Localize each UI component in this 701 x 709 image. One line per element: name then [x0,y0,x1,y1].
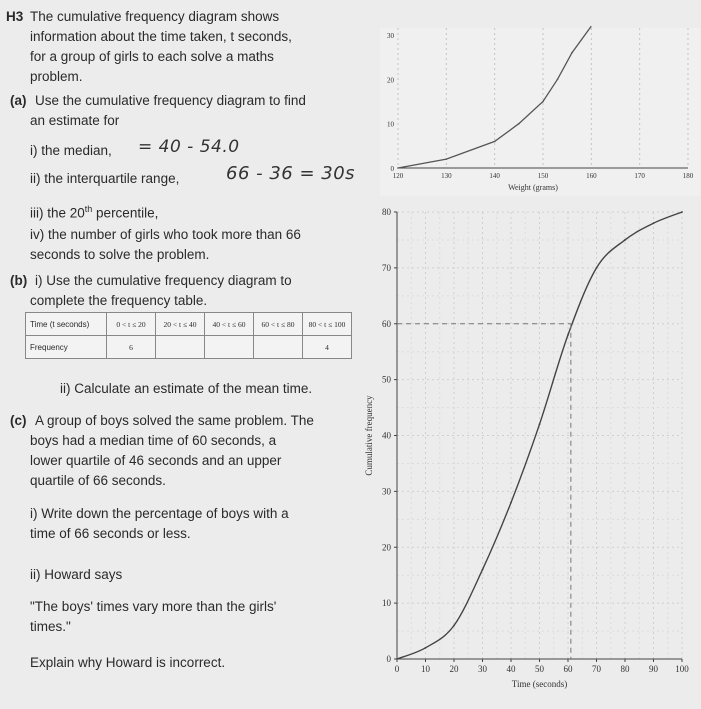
interval-cell: 40 < t ≤ 60 [205,313,254,336]
table-header-frequency: Frequency [26,336,107,359]
interval-cell: 60 < t ≤ 80 [254,313,303,336]
data-point [653,222,655,224]
x-tick-label: 180 [682,172,694,180]
part-c-line-4: quartile of 66 seconds. [30,473,166,488]
x-tick-label: 140 [489,172,500,180]
table-header-time: Time (t seconds) [26,313,107,336]
y-tick-label: 40 [382,430,391,441]
part-b-label: (b) [10,273,28,288]
intro-line-3: for a group of girls to each solve a maths [30,49,274,64]
quote-line-2: times." [30,619,71,634]
part-a-label: (a) [10,93,27,108]
y-tick-label: 30 [387,32,394,40]
part-b-ii: ii) Calculate an estimate of the mean time. [60,381,313,396]
x-tick-label: 130 [441,172,452,180]
median-handwritten-answer: = 40 - 54.0 [138,137,240,157]
x-tick-label: 20 [449,664,459,674]
y-tick-label: 60 [382,318,391,329]
y-tick-label: 10 [387,120,394,129]
y-tick-label: 0 [390,165,394,173]
data-point [624,239,626,241]
x-tick-label: 10 [421,664,430,674]
part-c-ii: ii) Howard says [30,567,123,582]
interval-cell: 80 < t ≤ 100 [303,313,352,336]
x-axis-label: Time (seconds) [511,679,568,689]
x-tick-label: 0 [394,664,400,674]
intro-line-4: problem. [30,69,83,84]
y-tick-label: 70 [382,262,391,273]
part-c-line-1: A group of boys solved the same problem. The [35,413,314,428]
intro-line-2: information about the time taken, t seconds, [30,29,292,44]
data-point [681,211,683,213]
part-c-line-2: boys had a median time of 60 seconds, a [30,433,277,448]
part-a-iii-sup: th [84,204,93,214]
data-point [596,267,598,269]
part-b-i-line-1: i) Use the cumulative frequency diagram to [35,273,292,288]
x-tick-label: 70 [592,664,601,674]
part-c-label: (c) [10,413,27,428]
data-point [567,334,569,336]
data-point [396,658,398,660]
x-tick-label: 160 [586,172,597,180]
y-tick-label: 50 [382,374,391,385]
chart-background [380,196,701,709]
x-tick-label: 150 [537,172,549,180]
x-tick-label: 120 [392,172,404,180]
x-tick-label: 80 [620,664,630,674]
y-tick-label: 20 [387,76,394,85]
part-a-line-1: Use the cumulative frequency diagram to find [35,93,306,108]
part-a-iv-line-1: iv) the number of girls who took more than 66 [30,227,301,242]
part-c-line-3: lower quartile of 46 seconds and an upper [30,453,282,468]
x-tick-label: 90 [649,664,658,674]
x-tick-label: 60 [563,664,573,674]
interval-cell: 20 < t ≤ 40 [156,313,205,336]
x-tick-label: 50 [535,664,544,674]
y-tick-label: 0 [386,654,391,664]
data-point [510,502,512,504]
x-tick-label: 30 [478,664,487,674]
x-tick-label: 40 [506,664,516,674]
part-a-iii-suffix: percentile, [92,205,159,221]
frequency-cell[interactable]: 4 [303,336,352,359]
y-axis-label: Cumulative frequency [364,395,374,476]
y-tick-label: 20 [382,542,391,553]
x-axis-label: Weight (grams) [508,183,558,192]
explain-instruction: Explain why Howard is incorrect. [30,655,226,670]
y-tick-label: 80 [382,207,391,217]
part-c-i-line-1: i) Write down the percentage of boys with a [30,506,289,521]
part-c-i-line-2: time of 66 seconds or less. [30,526,191,541]
part-a-iv-line-2: seconds to solve the problem. [30,247,210,262]
part-a-iii-prefix: iii) the 20 [30,205,85,221]
intro-line-1: The cumulative frequency diagram shows [30,9,280,24]
data-point [425,647,427,649]
y-tick-label: 30 [382,486,391,497]
part-b-i-line-2: complete the frequency table. [30,293,208,308]
question-number: H3 [6,9,24,24]
frequency-cell[interactable]: 6 [107,336,156,359]
iqr-handwritten-answer: 66 - 36 = 30s [226,163,356,184]
part-a-ii: ii) the interquartile range, [30,171,180,186]
part-a-line-2: an estimate for [30,113,120,128]
x-tick-label: 100 [675,664,689,674]
interval-cell: 0 < t ≤ 20 [107,313,156,336]
data-point [453,625,455,627]
y-tick-label: 10 [382,598,391,609]
part-a-i: i) the median, [30,143,112,158]
x-tick-label: 170 [634,172,645,180]
data-point [482,569,484,571]
quote-line-1: "The boys' times vary more than the girls' [30,599,277,614]
data-point [539,423,541,425]
